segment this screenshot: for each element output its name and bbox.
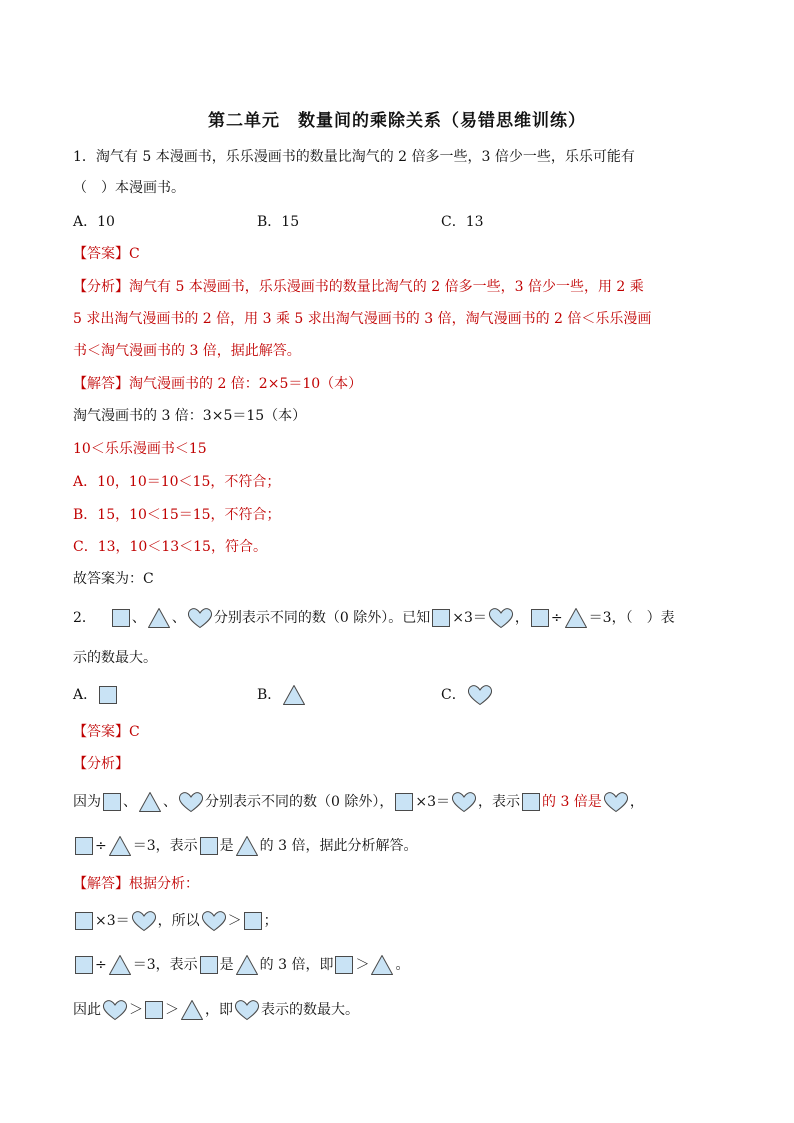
triangle-icon: [235, 835, 259, 857]
q2-solution-line2: [73, 952, 409, 978]
square-icon: [74, 911, 94, 931]
triangle-icon: [282, 684, 306, 706]
triangle-icon: [370, 954, 394, 976]
q2-solution-line3: [73, 997, 359, 1023]
q1-solution-line3: 10＜乐乐漫画书＜15: [73, 441, 207, 457]
heart-icon: [187, 607, 213, 629]
q1-solution-line1: [73, 374, 362, 394]
q2-text: ×3＝: [95, 913, 130, 929]
q2-text: ÷: [95, 838, 107, 854]
q2-text: ×3＝: [415, 794, 450, 810]
square-icon: [74, 836, 94, 856]
q1-analysis-line2: 5 求出淘气漫画书的 2 倍，用 3 乘 5 求出淘气漫画书的 3 倍，淘气漫画书的 2 倍＜乐乐漫画: [73, 311, 652, 327]
q1-answer: 【答案】C: [73, 246, 140, 262]
q2-sep: 、: [131, 610, 146, 626]
heart-icon: [102, 999, 128, 1021]
q2-text: ＞: [355, 957, 370, 973]
square-icon: [74, 955, 94, 975]
q2-text: ，所以: [157, 913, 200, 929]
square-icon: [521, 792, 541, 812]
triangle-icon: [180, 999, 204, 1021]
q1-solution-line5: B．15，10＜15＝15，不符合；: [73, 507, 281, 523]
q2-text: 的 3 倍，据此分析解答。: [259, 838, 418, 854]
square-icon: [394, 792, 414, 812]
q2-sep: 、: [171, 610, 186, 626]
q2-text: 的 3 倍，即: [259, 957, 334, 973]
q1-option-b: B．15: [257, 214, 300, 230]
q2-sep: 、: [123, 794, 137, 810]
q2-text: 是: [219, 957, 234, 973]
q2-answer: 【答案】C: [73, 724, 140, 740]
q1-stem-line2: （ ）本漫画书。: [73, 180, 185, 196]
q2-stem-line2: 示的数最大。: [73, 650, 157, 666]
q2-text: 分别表示不同的数（0 除外）。已知: [213, 610, 431, 626]
triangle-icon: [564, 607, 588, 629]
q2-text: ＝3，（ ）表: [588, 610, 675, 626]
triangle-icon: [147, 607, 171, 629]
q2-text: 分别表示不同的数（0 除外），: [205, 794, 394, 810]
q1-option-a: A．10: [73, 214, 115, 230]
heart-icon: [467, 684, 493, 706]
q2-text: ，: [514, 610, 529, 626]
heart-icon: [234, 999, 260, 1021]
q1-analysis-line3: 书＜淘气漫画书的 3 倍，据此解答。: [73, 343, 301, 359]
page-title: 第二单元 数量间的乘除关系（易错思维训练）: [208, 111, 586, 131]
heart-icon: [131, 910, 157, 932]
q2-solution-line1: [73, 908, 278, 934]
square-icon: [243, 911, 263, 931]
q2-solution-label: [73, 874, 199, 894]
q2-text: ＝3，表示: [132, 838, 198, 854]
q2-sep: 、: [163, 794, 177, 810]
triangle-icon: [138, 791, 162, 813]
q2-text: ＞: [165, 1002, 179, 1018]
q2-text: 因为: [73, 794, 101, 810]
q2-number: 2．: [73, 610, 96, 626]
q2-option-c: [441, 682, 494, 708]
triangle-icon: [108, 835, 132, 857]
q2-text: ，即: [205, 1002, 233, 1018]
triangle-icon: [108, 954, 132, 976]
heart-icon: [451, 791, 477, 813]
q2-analysis-line2: [73, 833, 417, 859]
q2-text: 的 3 倍是: [542, 794, 602, 810]
square-icon: [111, 608, 131, 628]
heart-icon: [488, 607, 514, 629]
q2-option-c-label: C．: [441, 687, 466, 703]
q2-text: 。: [395, 957, 410, 973]
square-icon: [199, 955, 219, 975]
square-icon: [334, 955, 354, 975]
q2-text: 表示的数最大。: [261, 1002, 359, 1018]
q2-option-a: [73, 682, 119, 708]
q1-solution-line2: 淘气漫画书的 3 倍：3×5＝15（本）: [73, 408, 307, 424]
q1-final-answer: [73, 569, 154, 589]
triangle-icon: [235, 954, 259, 976]
square-icon: [530, 608, 550, 628]
q1-final-text: 故答案为：C: [73, 571, 154, 587]
q2-text: ＞: [129, 1002, 143, 1018]
q1-option-c: C．13: [441, 214, 484, 230]
heart-icon: [178, 791, 204, 813]
q2-text: ＝3，表示: [132, 957, 198, 973]
q1-solution-line6: C．13，10＜13＜15，符合。: [73, 539, 267, 555]
heart-icon: [201, 910, 227, 932]
square-icon: [98, 685, 118, 705]
square-icon: [199, 836, 219, 856]
q2-text: ，: [629, 794, 644, 810]
q2-text: ×3＝: [452, 610, 487, 626]
q2-stem-line1: [73, 605, 675, 631]
q2-solution-label-text: 【解答】根据分析：: [73, 876, 199, 892]
q2-option-b: [257, 682, 307, 708]
q1-stem-line1: 1．淘气有 5 本漫画书，乐乐漫画书的数量比淘气的 2 倍多一些，3 倍少一些，乐乐可能有: [73, 149, 635, 165]
square-icon: [102, 792, 122, 812]
square-icon: [144, 1000, 164, 1020]
q2-text: ；: [263, 913, 278, 929]
q2-option-b-label: B．: [257, 687, 282, 703]
q1-solution-line4: A．10，10＝10＜15，不符合；: [73, 474, 281, 490]
q1-solution-label: 【解答】: [73, 376, 129, 392]
q2-text: ，表示: [478, 794, 520, 810]
q2-text: 是: [219, 838, 234, 854]
q2-text: ＞: [227, 913, 242, 929]
heart-icon: [603, 791, 629, 813]
q2-text: 因此: [73, 1002, 101, 1018]
q2-option-a-label: A．: [73, 687, 98, 703]
square-icon: [431, 608, 451, 628]
q1-analysis-line1: 【分析】淘气有 5 本漫画书，乐乐漫画书的数量比淘气的 2 倍多一些，3 倍少一些，用 2 乘: [73, 279, 644, 295]
q2-analysis-label: 【分析】: [73, 756, 129, 772]
q2-text: ÷: [550, 610, 563, 626]
q2-analysis-line1: [73, 789, 644, 815]
q1-solution-text1: 淘气漫画书的 2 倍：2×5＝10（本）: [129, 376, 363, 392]
q2-text: ÷: [95, 957, 107, 973]
